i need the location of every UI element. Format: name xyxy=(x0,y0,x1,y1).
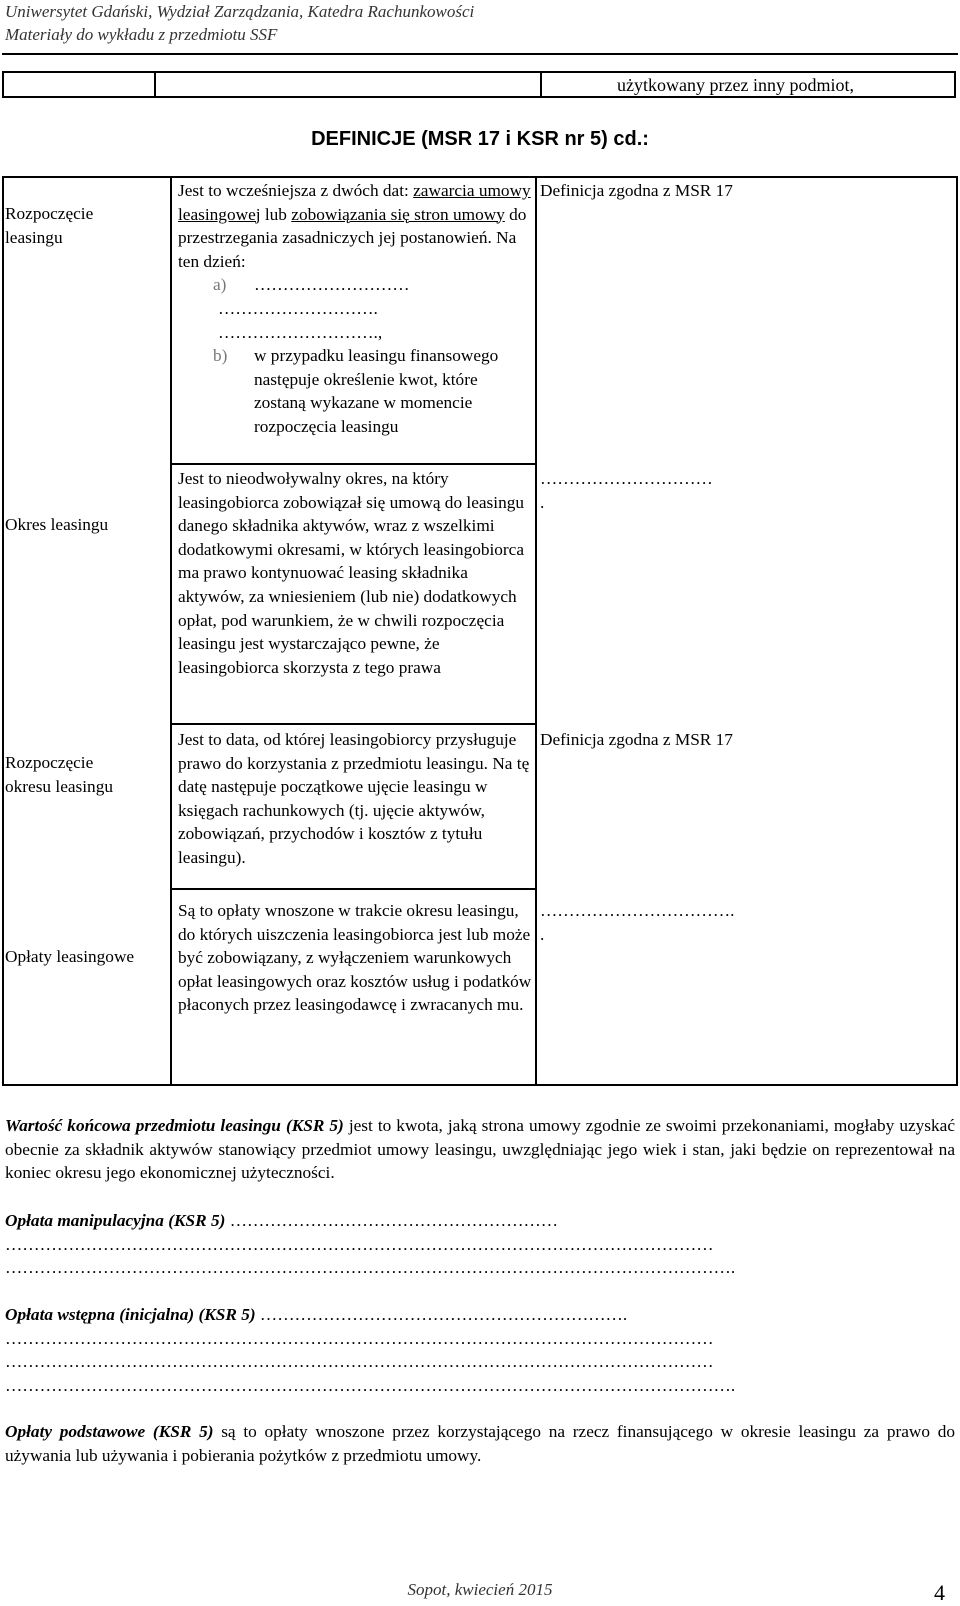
dots-line: …………………………………………………………………………………………………………… xyxy=(5,1235,714,1254)
item-b: b) w przypadku leasingu finansowego następuje określenie kwot, które zostaną wykazane w momencie rozpoczęcia leasingu xyxy=(213,346,499,436)
dots-line: …………………………………………………………………………………………………………… xyxy=(5,1352,714,1371)
definition-items xyxy=(178,273,533,297)
dots-line: ………………………………………………………………………………………………………………. xyxy=(5,1258,736,1277)
term-oplaty-leasingowe: Opłaty leasingowe xyxy=(5,947,135,966)
dots-line: ………………………………………………………………………………………………………………. xyxy=(5,1376,736,1395)
item-a-dots: ………………………. ………………………., xyxy=(218,298,383,342)
header-rule xyxy=(2,53,958,55)
oplata-manipulacyjna: Opłata manipulacyjna (KSR 5) ………………………………………………… xyxy=(5,1211,559,1230)
note-msr17: Definicja zgodna z MSR 17 xyxy=(540,181,733,200)
definitions-table xyxy=(2,176,958,1086)
definition-rozpoczecie-leasingu: Jest to wcześniejsza z dwóch dat: zawarcia umowy leasingowej lub zobowiązania się stron umowy do przestrzegania zasadniczych jej postanowień. Na ten dzień: a) ……………………… ………………………. ………………………., b) w przypadku leasingu finansowego następuje określenie kwot, które zostaną wykazane w momencie rozpoczęcia leasingu xyxy=(178,179,533,439)
continued-row-text: użytkowany przez inny podmiot, xyxy=(617,75,854,95)
item-a: a) ……………………… xyxy=(213,275,410,295)
term-rozpoczecie-leasingu: Rozpoczęcie leasingu xyxy=(5,204,94,247)
paragraph-wartosc-koncowa: Wartość końcowa przedmiotu leasingu (KSR 5) jest to kwota, jaką strona umowy zgodnie ze swoimi przekonaniami, mogłaby uzyskać obecnie za składnik aktywów stanowiący przedmiot umowy leasingu, uwzględniając jego wiek i stan, jaki będzie on reprezentował na koniec okresu jego ekonomicznej użyteczności. xyxy=(5,1116,955,1182)
term-rozpoczecie-okresu-leasingu: Rozpoczęcie okresu leasingu xyxy=(5,753,113,796)
paragraph-oplaty-podstawowe: Opłaty podstawowe (KSR 5) są to opłaty wnoszone przez korzystającego na rzecz finansującego w okresie leasingu za prawo do używania lub używania i pobierania pożytków z przedmiotu umowy. xyxy=(5,1422,956,1465)
dots-line: …………………………………………………………………………………………………………… xyxy=(5,1329,714,1348)
page-header xyxy=(5,0,474,46)
continued-table-row xyxy=(2,71,956,98)
page-footer: Sopot, kwiecień 2015 xyxy=(407,1580,553,1599)
definition-okres-leasingu: Jest to nieodwoływalny okres, na który leasingobiorca zobowiązał się umową do leasingu danego składnika aktywów, wraz z wszelkimi dodatkowymi okresami, w których leasingobiorca ma prawo kontynuować leasing składnika aktywów, za wniesieniem (lub nie) dodatkowych opłat, pod warunkiem, że w chwili rozpoczęcia leasingu jest wystarczająco pewne, że leasingobiorca skorzysta z tego prawa xyxy=(178,469,525,677)
header-line-1: Uniwersytet Gdański, Wydział Zarządzania, Katedra Rachunkowości xyxy=(5,2,475,21)
term-okres-leasingu: Okres leasingu xyxy=(5,515,109,534)
page-number: 4 xyxy=(934,1580,945,1605)
definition-rozpoczecie-okresu: Jest to data, od której leasingobiorcy przysługuje prawo do korzystania z przedmiotu leasingu. Na tę datę następuje początkowe ujęcie leasingu w księgach rachunkowych (tj. ujęcie aktywów, zobowiązań, przychodów i kosztów z tytułu leasingu). xyxy=(178,730,530,867)
note-dots: ………………………… . xyxy=(540,469,713,512)
page-title: DEFINICJE (MSR 17 i KSR nr 5) cd.: xyxy=(311,128,649,150)
note-dots: ……………………………. . xyxy=(540,901,735,944)
oplata-wstepna: Opłata wstępna (inicjalna) (KSR 5) ………………………………………………………. xyxy=(5,1305,628,1324)
note-msr17: Definicja zgodna z MSR 17 xyxy=(540,730,733,749)
definition-oplaty-leasingowe: Są to opłaty wnoszone w trakcie okresu leasingu, do których uiszczenia leasingobiorca jest lub może być zobowiązany, z wyłączeniem warunkowych opłat leasingowych oraz kosztów usług i podatków płaconych przez leasingodawcę i zwracanych mu. xyxy=(178,901,532,1015)
header-line-2: Materiały do wykładu z przedmiotu SSF xyxy=(5,25,278,44)
